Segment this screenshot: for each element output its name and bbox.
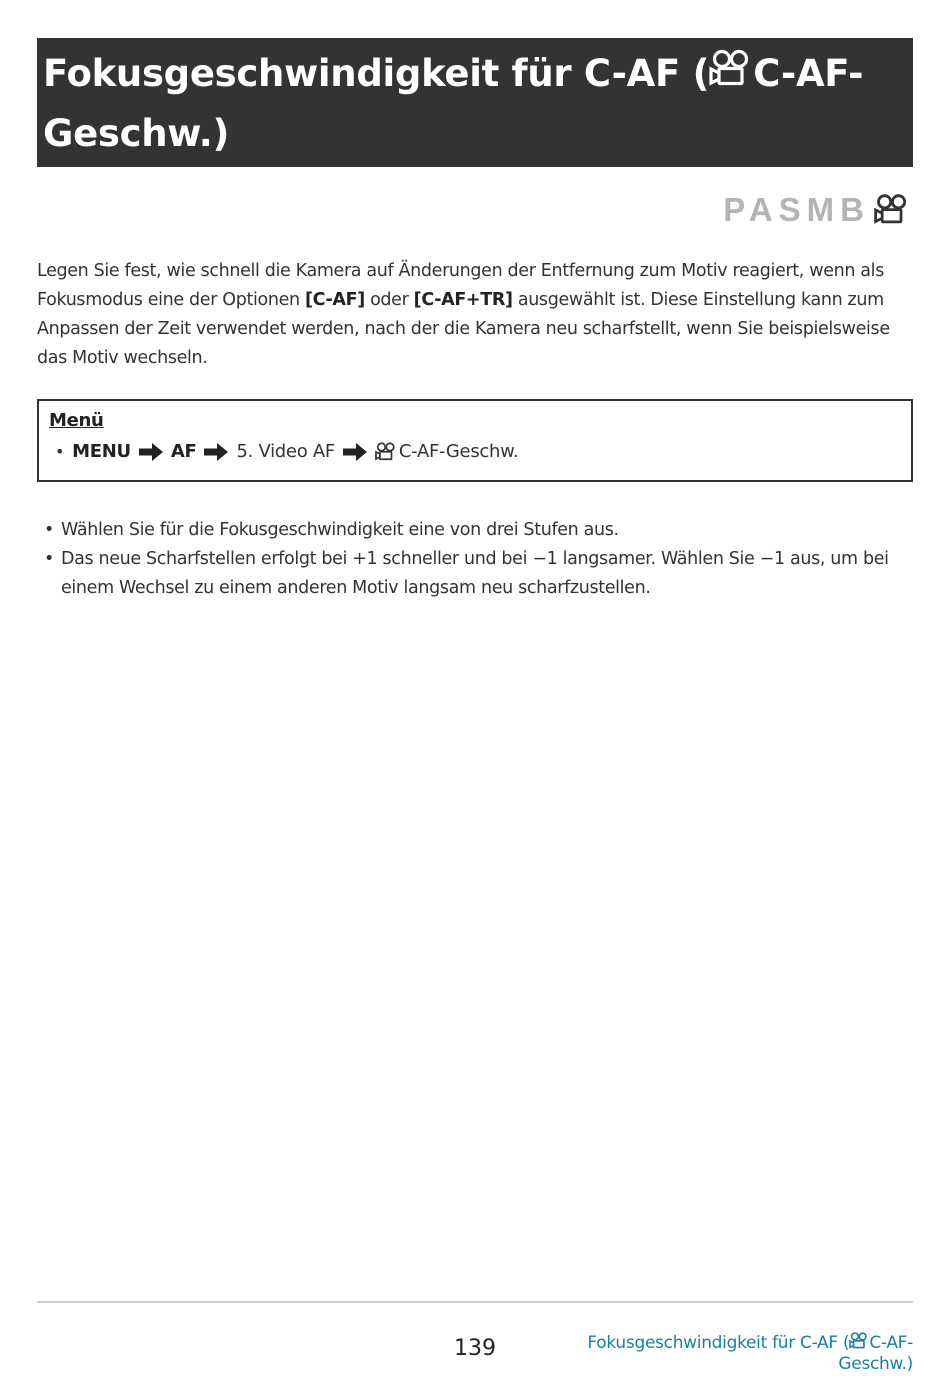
- list-item: • Wählen Sie für die Fokusgeschwindigkeit eine von drei Stufen aus.: [37, 516, 917, 545]
- bullet-list: [37, 516, 917, 603]
- menu-path: [49, 439, 901, 465]
- menu-step-af: AF: [170, 441, 197, 462]
- footer-section-link[interactable]: Fokusgeschwindigkeit für C-AF ( C-AF- Geschw.): [587, 1333, 913, 1374]
- menu-box: [37, 399, 913, 482]
- menu-step-menu: MENU: [72, 441, 131, 462]
- page-number: 139: [454, 1336, 496, 1361]
- movie-camera-icon: [874, 193, 910, 227]
- menu-step-video-af: 5. Video AF: [236, 441, 335, 462]
- list-item: • Das neue Scharfstellen erfolgt bei +1 schneller und bei −1 langsamer. Wählen Sie −1 aus, um bei einem Wechsel zu einem anderen Motiv langsam neu scharfzustellen.: [37, 545, 917, 603]
- menu-heading: Menü: [49, 410, 104, 431]
- menu-step-c-af-speed: C-AF-Geschw.: [398, 441, 519, 462]
- option-c-af-tr: [C-AF+TR]: [413, 290, 513, 310]
- footer-divider: [37, 1301, 913, 1303]
- right-arrow-icon: [343, 443, 367, 461]
- movie-camera-icon: [375, 442, 397, 462]
- right-arrow-icon: [204, 443, 228, 461]
- movie-camera-icon: [849, 1332, 869, 1350]
- mode-letters: PASMB: [723, 191, 870, 228]
- page-title-bar: [37, 38, 913, 167]
- right-arrow-icon: [139, 443, 163, 461]
- shooting-modes: [723, 190, 910, 230]
- intro-paragraph: Legen Sie fest, wie schnell die Kamera auf Änderungen der Entfernung zum Motiv reagiert, wenn als Fokusmodus eine der Optionen [C-AF] oder [C-AF+TR] ausgewählt ist. Diese Einstellung kann zum Anpassen der Zeit verwendet werden, nach der die Kamera neu scharfstellt, wenn Sie beispielsweise das Motiv wechseln.: [37, 261, 890, 368]
- page-title: Fokusgeschwindigkeit für C-AF ( C-AF-Geschw.): [43, 44, 913, 164]
- option-c-af: [C-AF]: [304, 290, 365, 310]
- menu-bullet: •: [55, 442, 65, 461]
- movie-camera-icon: [709, 49, 753, 89]
